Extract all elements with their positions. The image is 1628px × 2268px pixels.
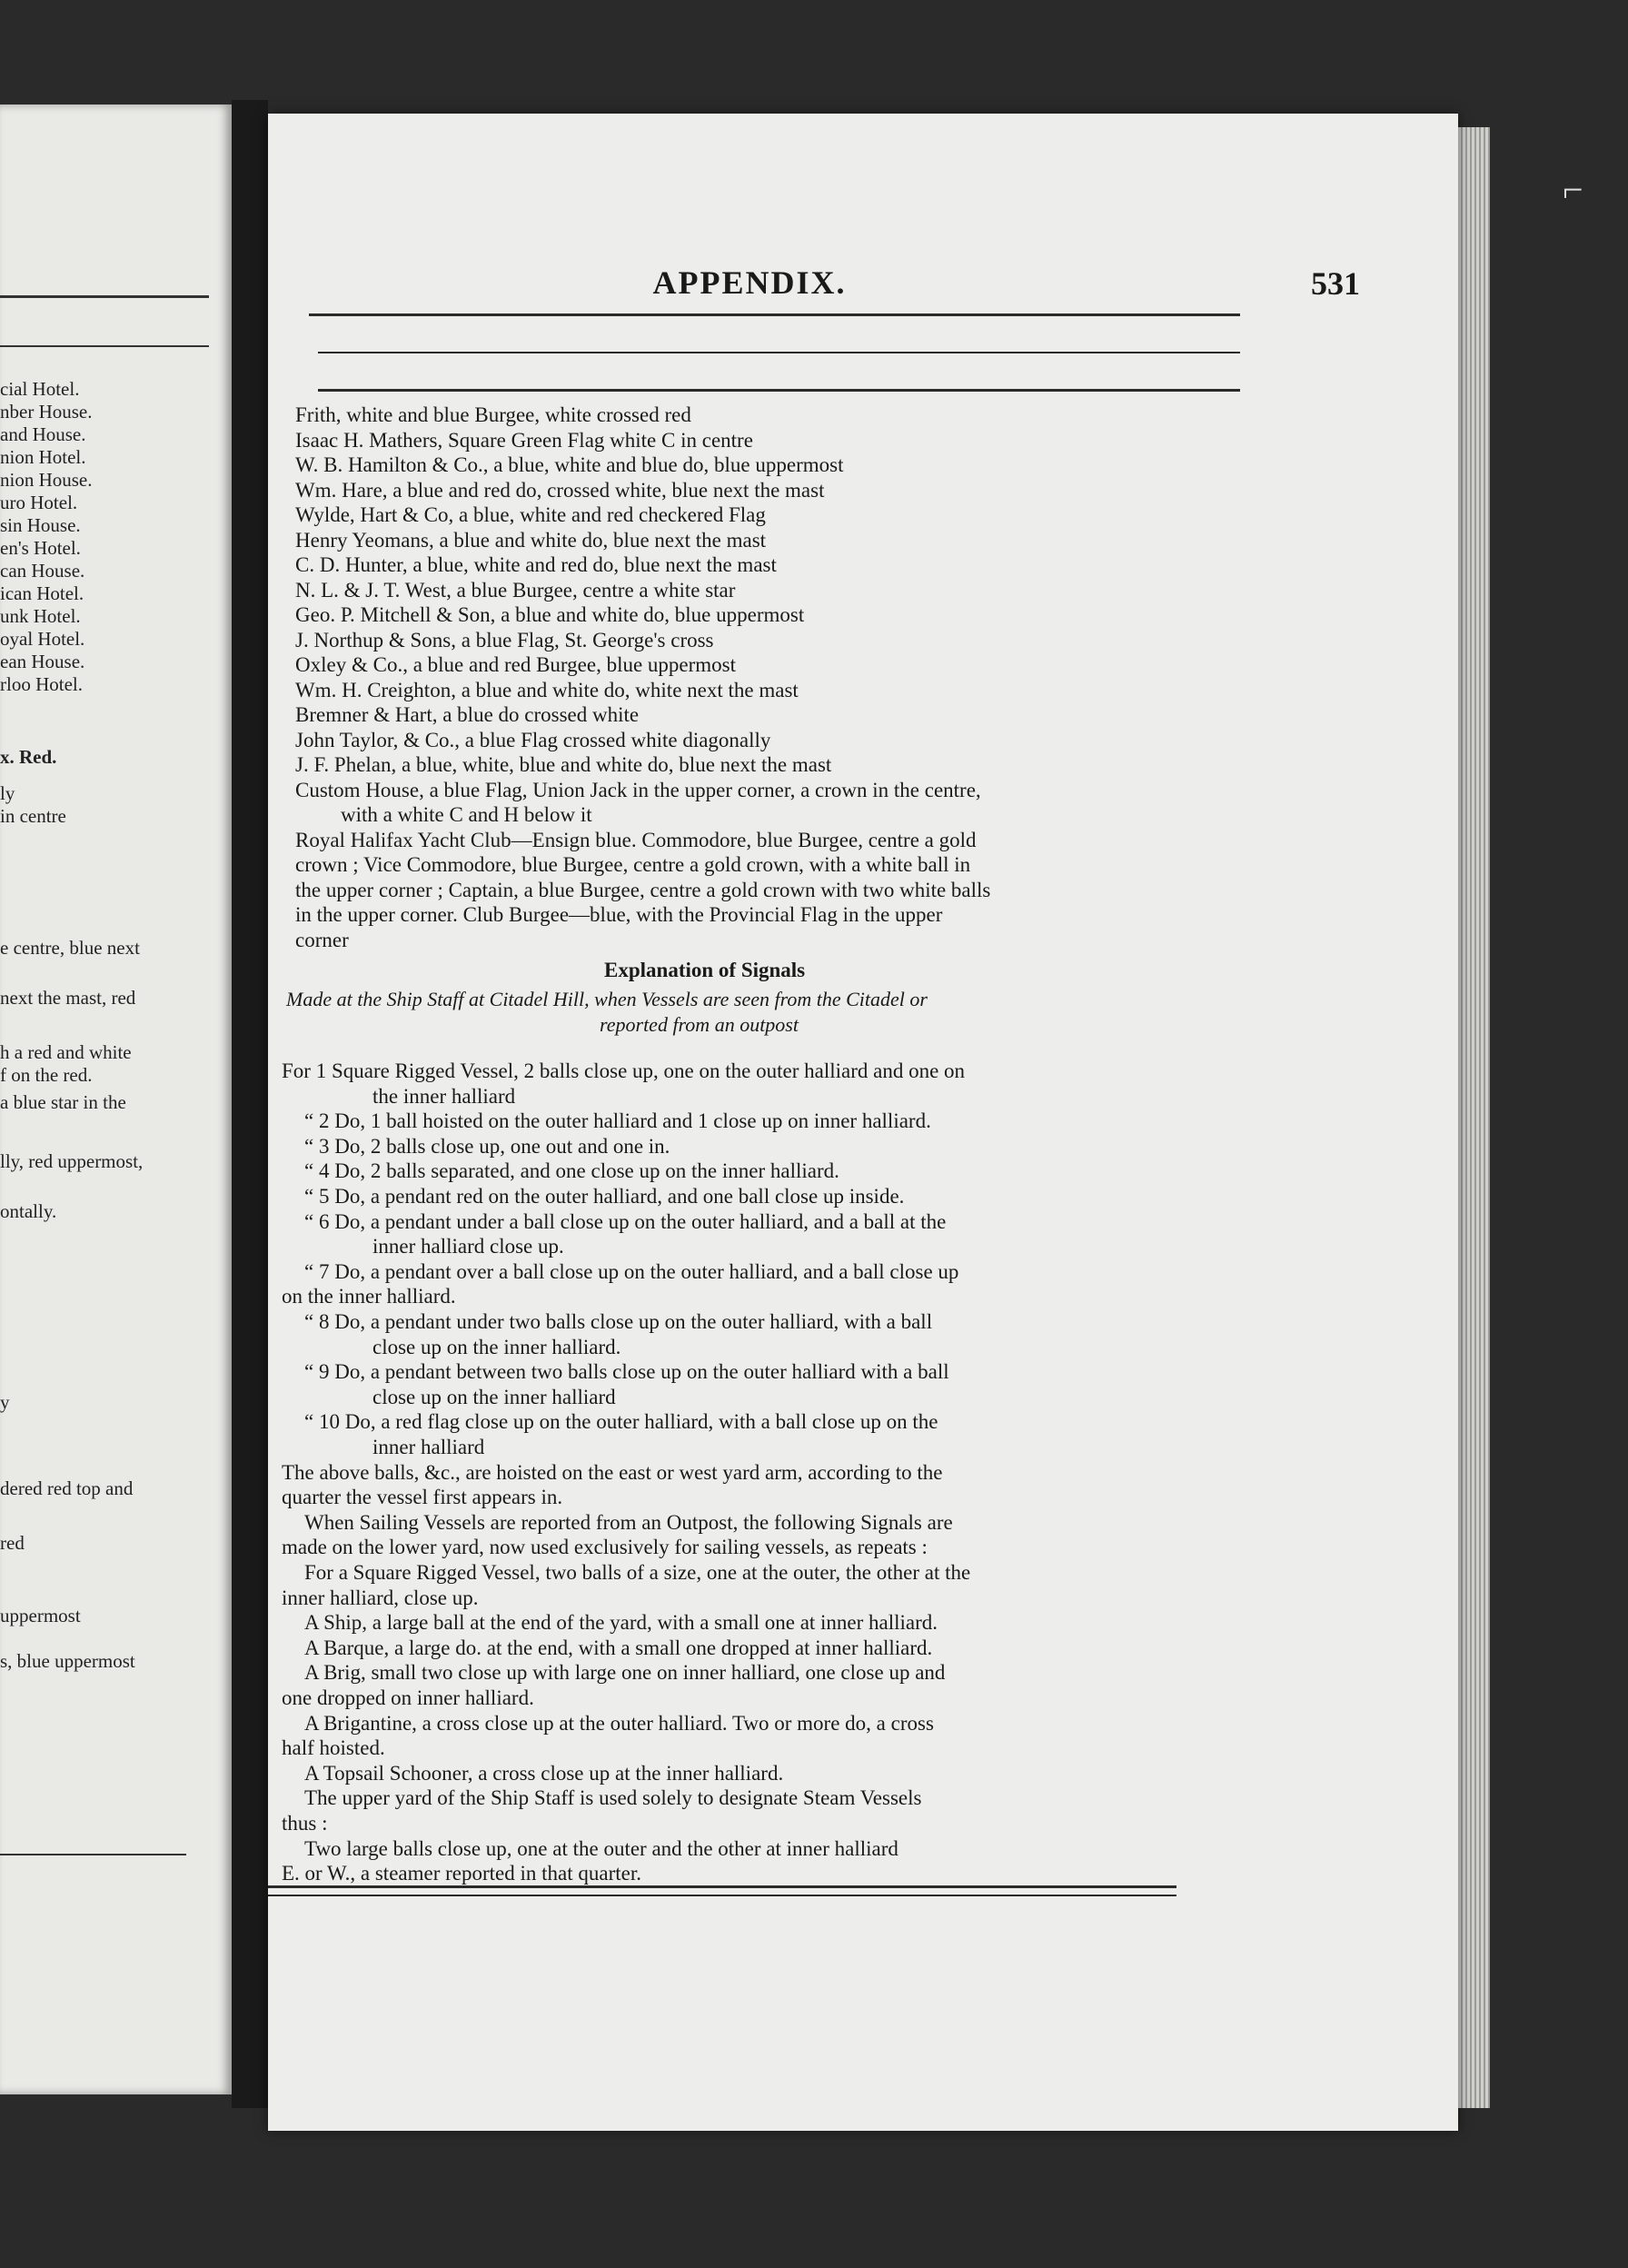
left-top-rule-2 (0, 345, 209, 347)
left-page-line: next the mast, red (0, 987, 136, 1009)
flag-entry: corner (295, 928, 349, 951)
left-page-line: e centre, blue next (0, 937, 140, 959)
signal-line: thus : (282, 1812, 328, 1835)
signal-line: For a Square Rigged Vessel, two balls of a size, one at the outer, the other at the (304, 1561, 971, 1584)
signal-line: “ 8 Do, a pendant under two balls close up on the outer halliard, with a ball (304, 1310, 933, 1333)
signal-line: quarter the vessel first appears in. (282, 1486, 563, 1509)
flag-entry: N. L. & J. T. West, a blue Burgee, centre a white star (295, 578, 736, 602)
flag-entry: Royal Halifax Yacht Club—Ensign blue. Commodore, blue Burgee, centre a gold (295, 828, 977, 851)
left-page-line: in centre (0, 805, 66, 827)
signal-line: The upper yard of the Ship Staff is used solely to designate Steam Vessels (304, 1786, 922, 1810)
signal-line: one dropped on inner halliard. (282, 1686, 534, 1709)
flag-entry: Oxley & Co., a blue and red Burgee, blue uppermost (295, 653, 737, 676)
signals-heading: Explanation of Signals (604, 959, 806, 981)
margin-mark: ⌐ (1563, 169, 1583, 210)
left-bottom-rule (0, 1854, 186, 1855)
left-page-line: cial Hotel. (0, 378, 80, 400)
signal-line: on the inner halliard. (282, 1285, 456, 1308)
left-page-line: can House. (0, 560, 85, 582)
signals-subheading-1: Made at the Ship Staff at Citadel Hill, when Vessels are seen from the Citadel or (286, 988, 928, 1010)
header-rule-1 (309, 313, 1240, 316)
left-page-line: en's Hotel. (0, 537, 81, 559)
left-page-line: uro Hotel. (0, 492, 78, 513)
signal-line: A Brigantine, a cross close up at the outer halliard. Two or more do, a cross (304, 1711, 934, 1735)
left-page-line: red (0, 1532, 25, 1554)
signal-line: Two large balls close up, one at the outer and the other at inner halliard (304, 1836, 898, 1860)
left-page-line: a blue star in the (0, 1091, 126, 1113)
signal-line: A Topsail Schooner, a cross close up at the inner halliard. (304, 1761, 784, 1785)
header-rule-3 (318, 389, 1240, 392)
left-page-line: s, blue uppermost (0, 1650, 135, 1672)
signal-line: “ 4 Do, 2 balls separated, and one close up on the inner halliard. (304, 1159, 839, 1183)
left-page (0, 104, 232, 2094)
flag-entry: John Taylor, & Co., a blue Flag crossed white diagonally (295, 728, 771, 751)
left-page-line: unk Hotel. (0, 605, 81, 627)
flag-entry: C. D. Hunter, a blue, white and red do, blue next the mast (295, 553, 777, 576)
left-page-line: nber House. (0, 401, 93, 423)
left-page-line: h a red and white (0, 1041, 132, 1063)
signal-line: “ 9 Do, a pendant between two balls close up on the outer halliard with a ball (304, 1360, 949, 1384)
signal-line: inner halliard close up. (372, 1235, 564, 1258)
signal-line: close up on the inner halliard (372, 1385, 616, 1408)
left-page-line: ican Hotel. (0, 582, 84, 604)
signals-subheading-2: reported from an outpost (600, 1013, 799, 1036)
signal-line: A Barque, a large do. at the end, with a small one dropped at inner halliard. (304, 1636, 933, 1659)
header-rule-2 (318, 352, 1240, 353)
signal-line: “ 6 Do, a pendant under a ball close up on the outer halliard, and a ball at the (304, 1209, 947, 1233)
left-page-line: ly (0, 782, 15, 804)
running-header: APPENDIX. (652, 264, 847, 301)
flag-entry: Geo. P. Mitchell & Son, a blue and white do, blue uppermost (295, 603, 805, 626)
left-page-line: lly, red uppermost, (0, 1150, 144, 1172)
flag-entry: the upper corner ; Captain, a blue Burgee, centre a gold crown with two white balls (295, 878, 991, 901)
flag-entry: Bremner & Hart, a blue do crossed white (295, 703, 640, 726)
flag-entry: with a white C and H below it (341, 803, 592, 826)
left-top-rule (0, 295, 209, 298)
flag-entry: crown ; Vice Commodore, blue Burgee, centre a gold crown, with a white ball in (295, 853, 971, 876)
signal-line: half hoisted. (282, 1736, 385, 1760)
left-page-line: x. Red. (0, 746, 57, 768)
signal-line: “ 3 Do, 2 balls close up, one out and one in. (304, 1134, 670, 1158)
flag-entry: Wm. H. Creighton, a blue and white do, white next the mast (295, 678, 799, 701)
left-page-line: oyal Hotel. (0, 628, 85, 650)
flag-entry: Wylde, Hart & Co, a blue, white and red checkered Flag (295, 503, 766, 526)
left-page-line: dered red top and (0, 1477, 134, 1499)
left-page-line: y (0, 1391, 10, 1413)
flag-entry: Wm. Hare, a blue and red do, crossed white, blue next the mast (295, 478, 825, 502)
right-page (268, 114, 1458, 2131)
left-page-line: and House. (0, 423, 86, 445)
footer-rule-2 (268, 1895, 1176, 1896)
signal-line: “ 10 Do, a red flag close up on the outer halliard, with a ball close up on the (304, 1410, 938, 1434)
signal-line: When Sailing Vessels are reported from an Outpost, the following Signals are (304, 1510, 953, 1534)
signal-line: E. or W., a steamer reported in that quarter. (282, 1862, 641, 1885)
left-page-line: nion House. (0, 469, 93, 491)
signal-line: the inner halliard (372, 1084, 516, 1108)
signal-line: A Brig, small two close up with large one on inner halliard, one close up and (304, 1661, 946, 1685)
left-page-line: nion Hotel. (0, 446, 86, 468)
signal-line: The above balls, &c., are hoisted on the east or west yard arm, according to the (282, 1460, 943, 1484)
signal-line: made on the lower yard, now used exclusively for sailing vessels, as repeats : (282, 1536, 928, 1559)
left-page-line: rloo Hotel. (0, 673, 83, 695)
flag-entry: Custom House, a blue Flag, Union Jack in the upper corner, a crown in the centre, (295, 778, 981, 801)
flag-entry: J. F. Phelan, a blue, white, blue and white do, blue next the mast (295, 753, 832, 776)
left-page-line: ontally. (0, 1200, 57, 1222)
flag-entry: Isaac H. Mathers, Square Green Flag white C in centre (295, 428, 753, 452)
footer-rule-1 (268, 1885, 1176, 1888)
flag-entry: Henry Yeomans, a blue and white do, blue next the mast (295, 528, 767, 552)
signal-line: For 1 Square Rigged Vessel, 2 balls close up, one on the outer halliard and one on (282, 1059, 966, 1082)
flag-entry: Frith, white and blue Burgee, white crossed red (295, 403, 691, 426)
left-page-line: sin House. (0, 514, 81, 536)
signal-line: “ 2 Do, 1 ball hoisted on the outer halliard and 1 close up on inner halliard. (304, 1109, 931, 1133)
signal-line: “ 5 Do, a pendant red on the outer halliard, and one ball close up inside. (304, 1185, 905, 1208)
flag-entry: in the upper corner. Club Burgee—blue, with the Provincial Flag in the upper (295, 903, 943, 926)
signal-line: close up on the inner halliard. (372, 1335, 621, 1358)
signal-line: A Ship, a large ball at the end of the yard, with a small one at inner halliard. (304, 1611, 938, 1635)
signal-line: inner halliard, close up. (282, 1586, 479, 1609)
left-page-line: f on the red. (0, 1064, 93, 1086)
page-number: 531 (1311, 265, 1360, 302)
signal-line: “ 7 Do, a pendant over a ball close up on the outer halliard, and a ball close up (304, 1259, 959, 1283)
flag-entry: J. Northup & Sons, a blue Flag, St. George's cross (295, 628, 714, 652)
left-page-line: uppermost (0, 1605, 81, 1626)
left-page-line: ean House. (0, 651, 85, 672)
flag-entry: W. B. Hamilton & Co., a blue, white and blue do, blue uppermost (295, 453, 844, 476)
book-gutter (232, 100, 268, 2108)
signal-line: inner halliard (372, 1436, 485, 1458)
